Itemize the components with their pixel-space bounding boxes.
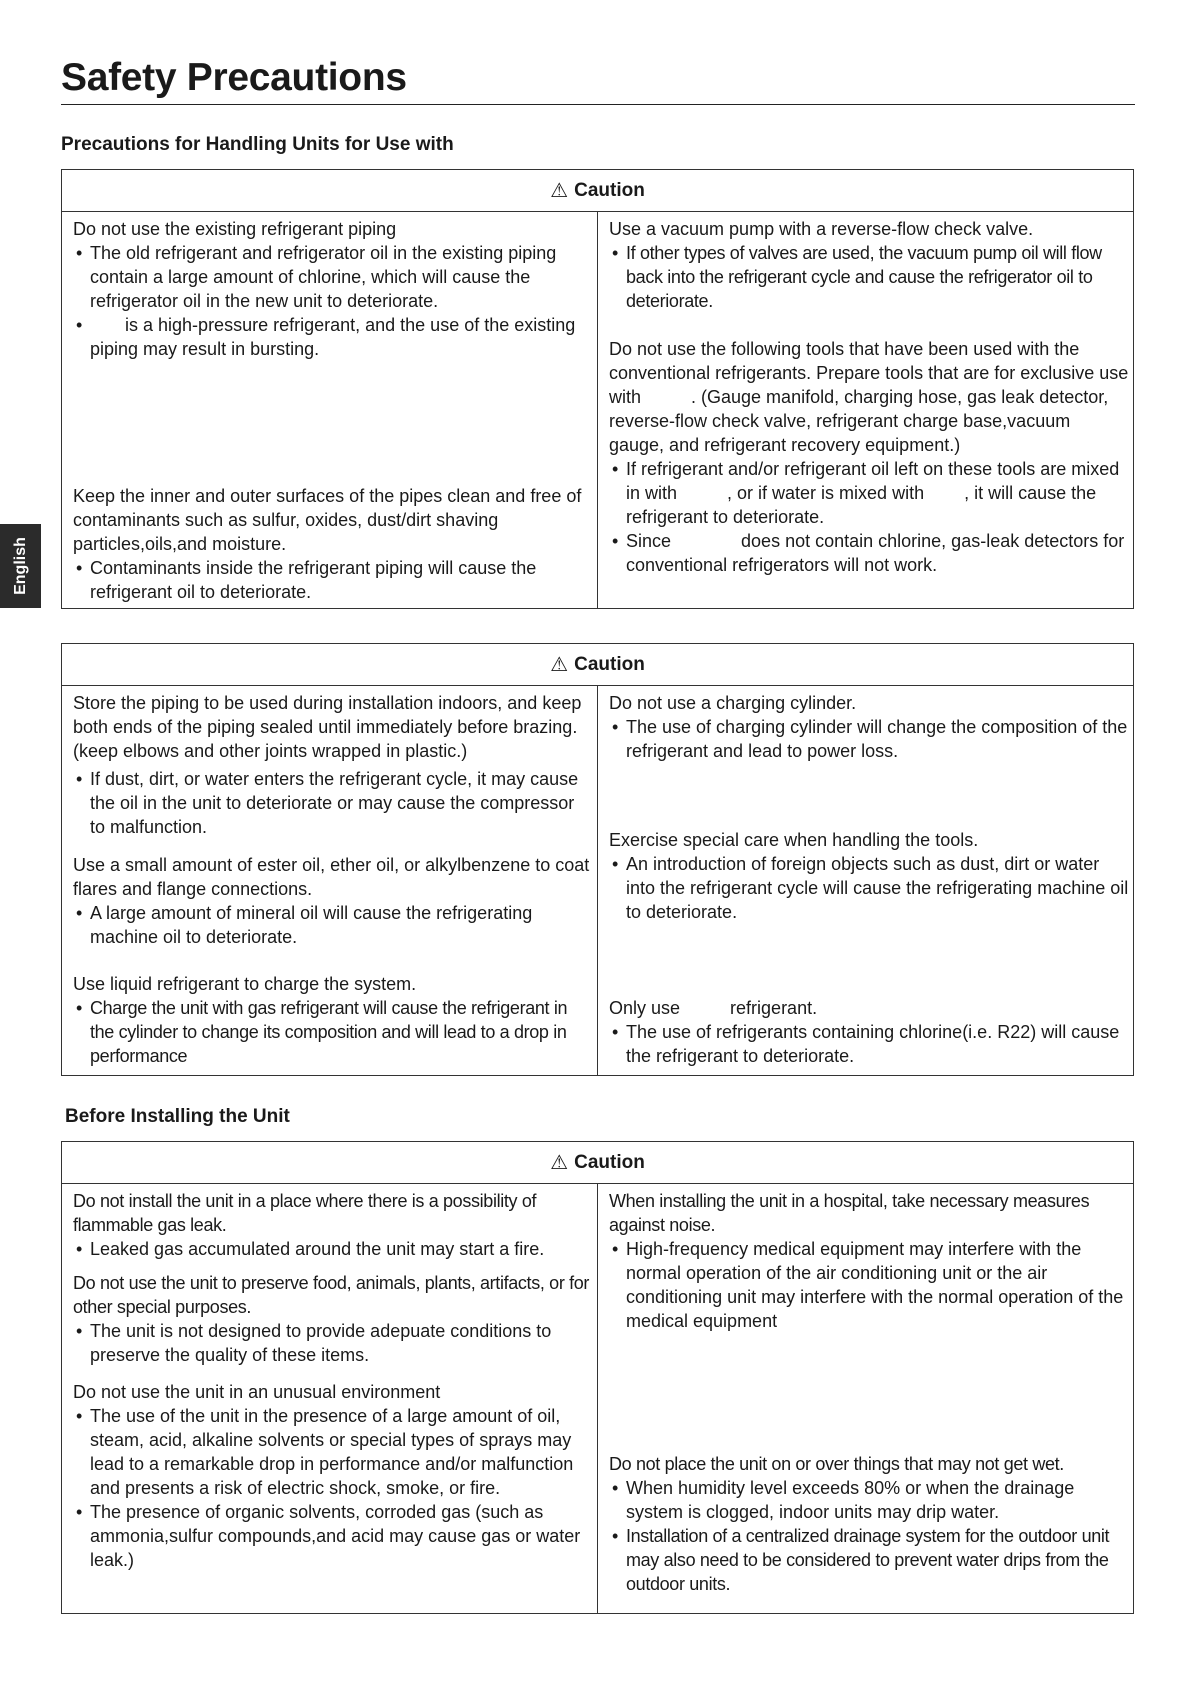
caution-left-column: [62, 1184, 598, 1613]
bullet-point: • A large amount of mineral oil will cause the refrigerating machine oil to deteriorate.: [73, 901, 593, 949]
page-title: Safety Precautions: [61, 56, 407, 99]
caution-item: [609, 996, 1129, 1068]
caution-item-text: Do not use the unit to preserve food, animals, plants, artifacts, or for other special purposes.: [73, 1273, 590, 1317]
caution-header: [62, 170, 1133, 212]
caution-item-text: Store the piping to be used during installation indoors, and keep both ends of the piping sealed until immediately before brazing.(keep elbows and other joints wrapped in plastic.): [73, 693, 582, 761]
caution-header: [62, 644, 1133, 686]
language-tab: [0, 524, 41, 608]
caution-item-text: Exercise special care when handling the tools.: [609, 830, 979, 850]
caution-item-text: Use liquid refrigerant to charge the system.: [73, 974, 417, 994]
caution-item: [609, 337, 1134, 577]
caution-item: [73, 484, 593, 604]
bullet-point: • High-frequency medical equipment may interfere with the normal operation of the air conditioning unit or the air conditioning unit may interfere with the normal operation of the medical equipment: [609, 1237, 1129, 1333]
caution-item: [609, 1189, 1129, 1333]
caution-box-installation: [61, 1141, 1134, 1614]
bullet-point: • Installation of a centralized drainage system for the outdoor unit may also need to be considered to prevent water drips from the outdoor units.: [609, 1524, 1129, 1596]
bullet-point: • Charge the unit with gas refrigerant will cause the refrigerant in the cylinder to change its composition and will lead to a drop in performance: [73, 996, 593, 1068]
caution-box-handling: [61, 169, 1134, 609]
caution-right-column: [598, 1184, 1133, 1613]
caution-item-text: Use a small amount of ester oil, ether oil, or alkylbenzene to coat flares and flange connections.: [73, 855, 590, 899]
bullet-point: • The use of refrigerants containing chlorine(i.e. R22) will cause the refrigerant to deteriorate.: [609, 1020, 1129, 1068]
caution-label: Caution: [574, 179, 645, 201]
bullet-point: • Leaked gas accumulated around the unit may start a fire.: [73, 1237, 593, 1261]
caution-item: [609, 691, 1129, 763]
bullet-point: • is a high-pressure refrigerant, and the use of the existing piping may result in bursting.: [73, 313, 593, 361]
bullet-point: • The use of charging cylinder will change the composition of the refrigerant and lead to power loss.: [609, 715, 1129, 763]
warning-triangle-icon: ⚠: [550, 654, 569, 676]
bullet-point: • Contaminants inside the refrigerant piping will cause the refrigerant oil to deteriorate.: [73, 556, 593, 604]
caution-item-text: Do not install the unit in a place where there is a possibility of flammable gas leak.: [73, 1191, 537, 1235]
caution-box-piping: [61, 643, 1134, 1076]
caution-item: [609, 217, 1129, 313]
caution-item-text: Only use refrigerant.: [609, 998, 818, 1018]
title-divider: [61, 104, 1135, 105]
caution-item-text: Do not use the existing refrigerant piping: [73, 219, 397, 239]
caution-item: [73, 217, 593, 361]
caution-item: [73, 1189, 593, 1261]
caution-right-column: [598, 686, 1133, 1075]
caution-left-column: [62, 686, 598, 1075]
bullet-point: • If other types of valves are used, the vacuum pump oil will flow back into the refrigerant cycle and cause the refrigerator oil to deteriorate.: [609, 241, 1129, 313]
bullet-point: • When humidity level exceeds 80% or when the drainage system is clogged, indoor units may drip water.: [609, 1476, 1129, 1524]
bullet-point: • The unit is not designed to provide adepuate conditions to preserve the quality of these items.: [73, 1319, 593, 1367]
bullet-point: • If refrigerant and/or refrigerant oil left on these tools are mixed in with , or if water is mixed with , it will cause the refrigerant to deteriorate.: [609, 457, 1129, 529]
caution-item-text: Do not use the following tools that have been used with the conventional refrigerants. Prepare tools that are for exclusive use with . (Gauge manifold, charging hose, gas leak detector, reverse-flow check valve, refrigerant charge base,vacuum gauge, and refrigerant recovery equipment.): [609, 339, 1134, 455]
caution-label: Caution: [574, 653, 645, 675]
caution-item-text: Do not place the unit on or over things that may not get wet.: [609, 1454, 1064, 1474]
language-tab-label: English: [11, 537, 29, 595]
caution-body: [62, 686, 1133, 1075]
caution-item: [609, 1452, 1129, 1596]
caution-label: Caution: [574, 1151, 645, 1173]
caution-item-text: Keep the inner and outer surfaces of the pipes clean and free of contaminants such as sulfur, oxides, dust/dirt shaving particles,oils,and moisture.: [73, 486, 582, 554]
caution-body: [62, 212, 1133, 608]
caution-left-column: [62, 212, 598, 608]
caution-item-text: When installing the unit in a hospital, take necessary measures against noise.: [609, 1191, 1090, 1235]
caution-item: [73, 1271, 593, 1367]
caution-item: [73, 972, 593, 1068]
caution-body: [62, 1184, 1133, 1613]
section-heading-handling-units: Precautions for Handling Units for Use with: [61, 134, 454, 155]
caution-header: [62, 1142, 1133, 1184]
caution-item: [73, 1380, 593, 1572]
warning-triangle-icon: ⚠: [550, 180, 569, 202]
bullet-point: • Since does not contain chlorine, gas-leak detectors for conventional refrigerators will not work.: [609, 529, 1129, 577]
caution-right-column: [598, 212, 1133, 608]
bullet-point: • If dust, dirt, or water enters the refrigerant cycle, it may cause the oil in the unit to deteriorate or may cause the compressor to malfunction.: [73, 767, 593, 839]
bullet-point: • The use of the unit in the presence of a large amount of oil, steam, acid, alkaline solvents or special types of sprays may lead to a remarkable drop in performance and/or malfunction and presents a risk of electric shock, smoke, or fire.: [73, 1404, 593, 1500]
bullet-point: • An introduction of foreign objects such as dust, dirt or water into the refrigerant cycle will cause the refrigerating machine oil to deteriorate.: [609, 852, 1129, 924]
caution-item-text: Use a vacuum pump with a reverse-flow check valve.: [609, 219, 1034, 239]
warning-triangle-icon: ⚠: [550, 1152, 569, 1174]
section-heading-before-installing: Before Installing the Unit: [65, 1106, 290, 1127]
caution-item: [609, 828, 1129, 924]
bullet-point: • The presence of organic solvents, corroded gas (such as ammonia,sulfur compounds,and acid may cause gas or water leak.): [73, 1500, 593, 1572]
caution-item-text: Do not use the unit in an unusual environment: [73, 1382, 441, 1402]
bullet-point: • The old refrigerant and refrigerator oil in the existing piping contain a large amount of chlorine, which will cause the refrigerator oil in the new unit to deteriorate.: [73, 241, 593, 313]
caution-item: [73, 691, 593, 839]
caution-item-text: Do not use a charging cylinder.: [609, 693, 857, 713]
caution-item: [73, 853, 593, 949]
